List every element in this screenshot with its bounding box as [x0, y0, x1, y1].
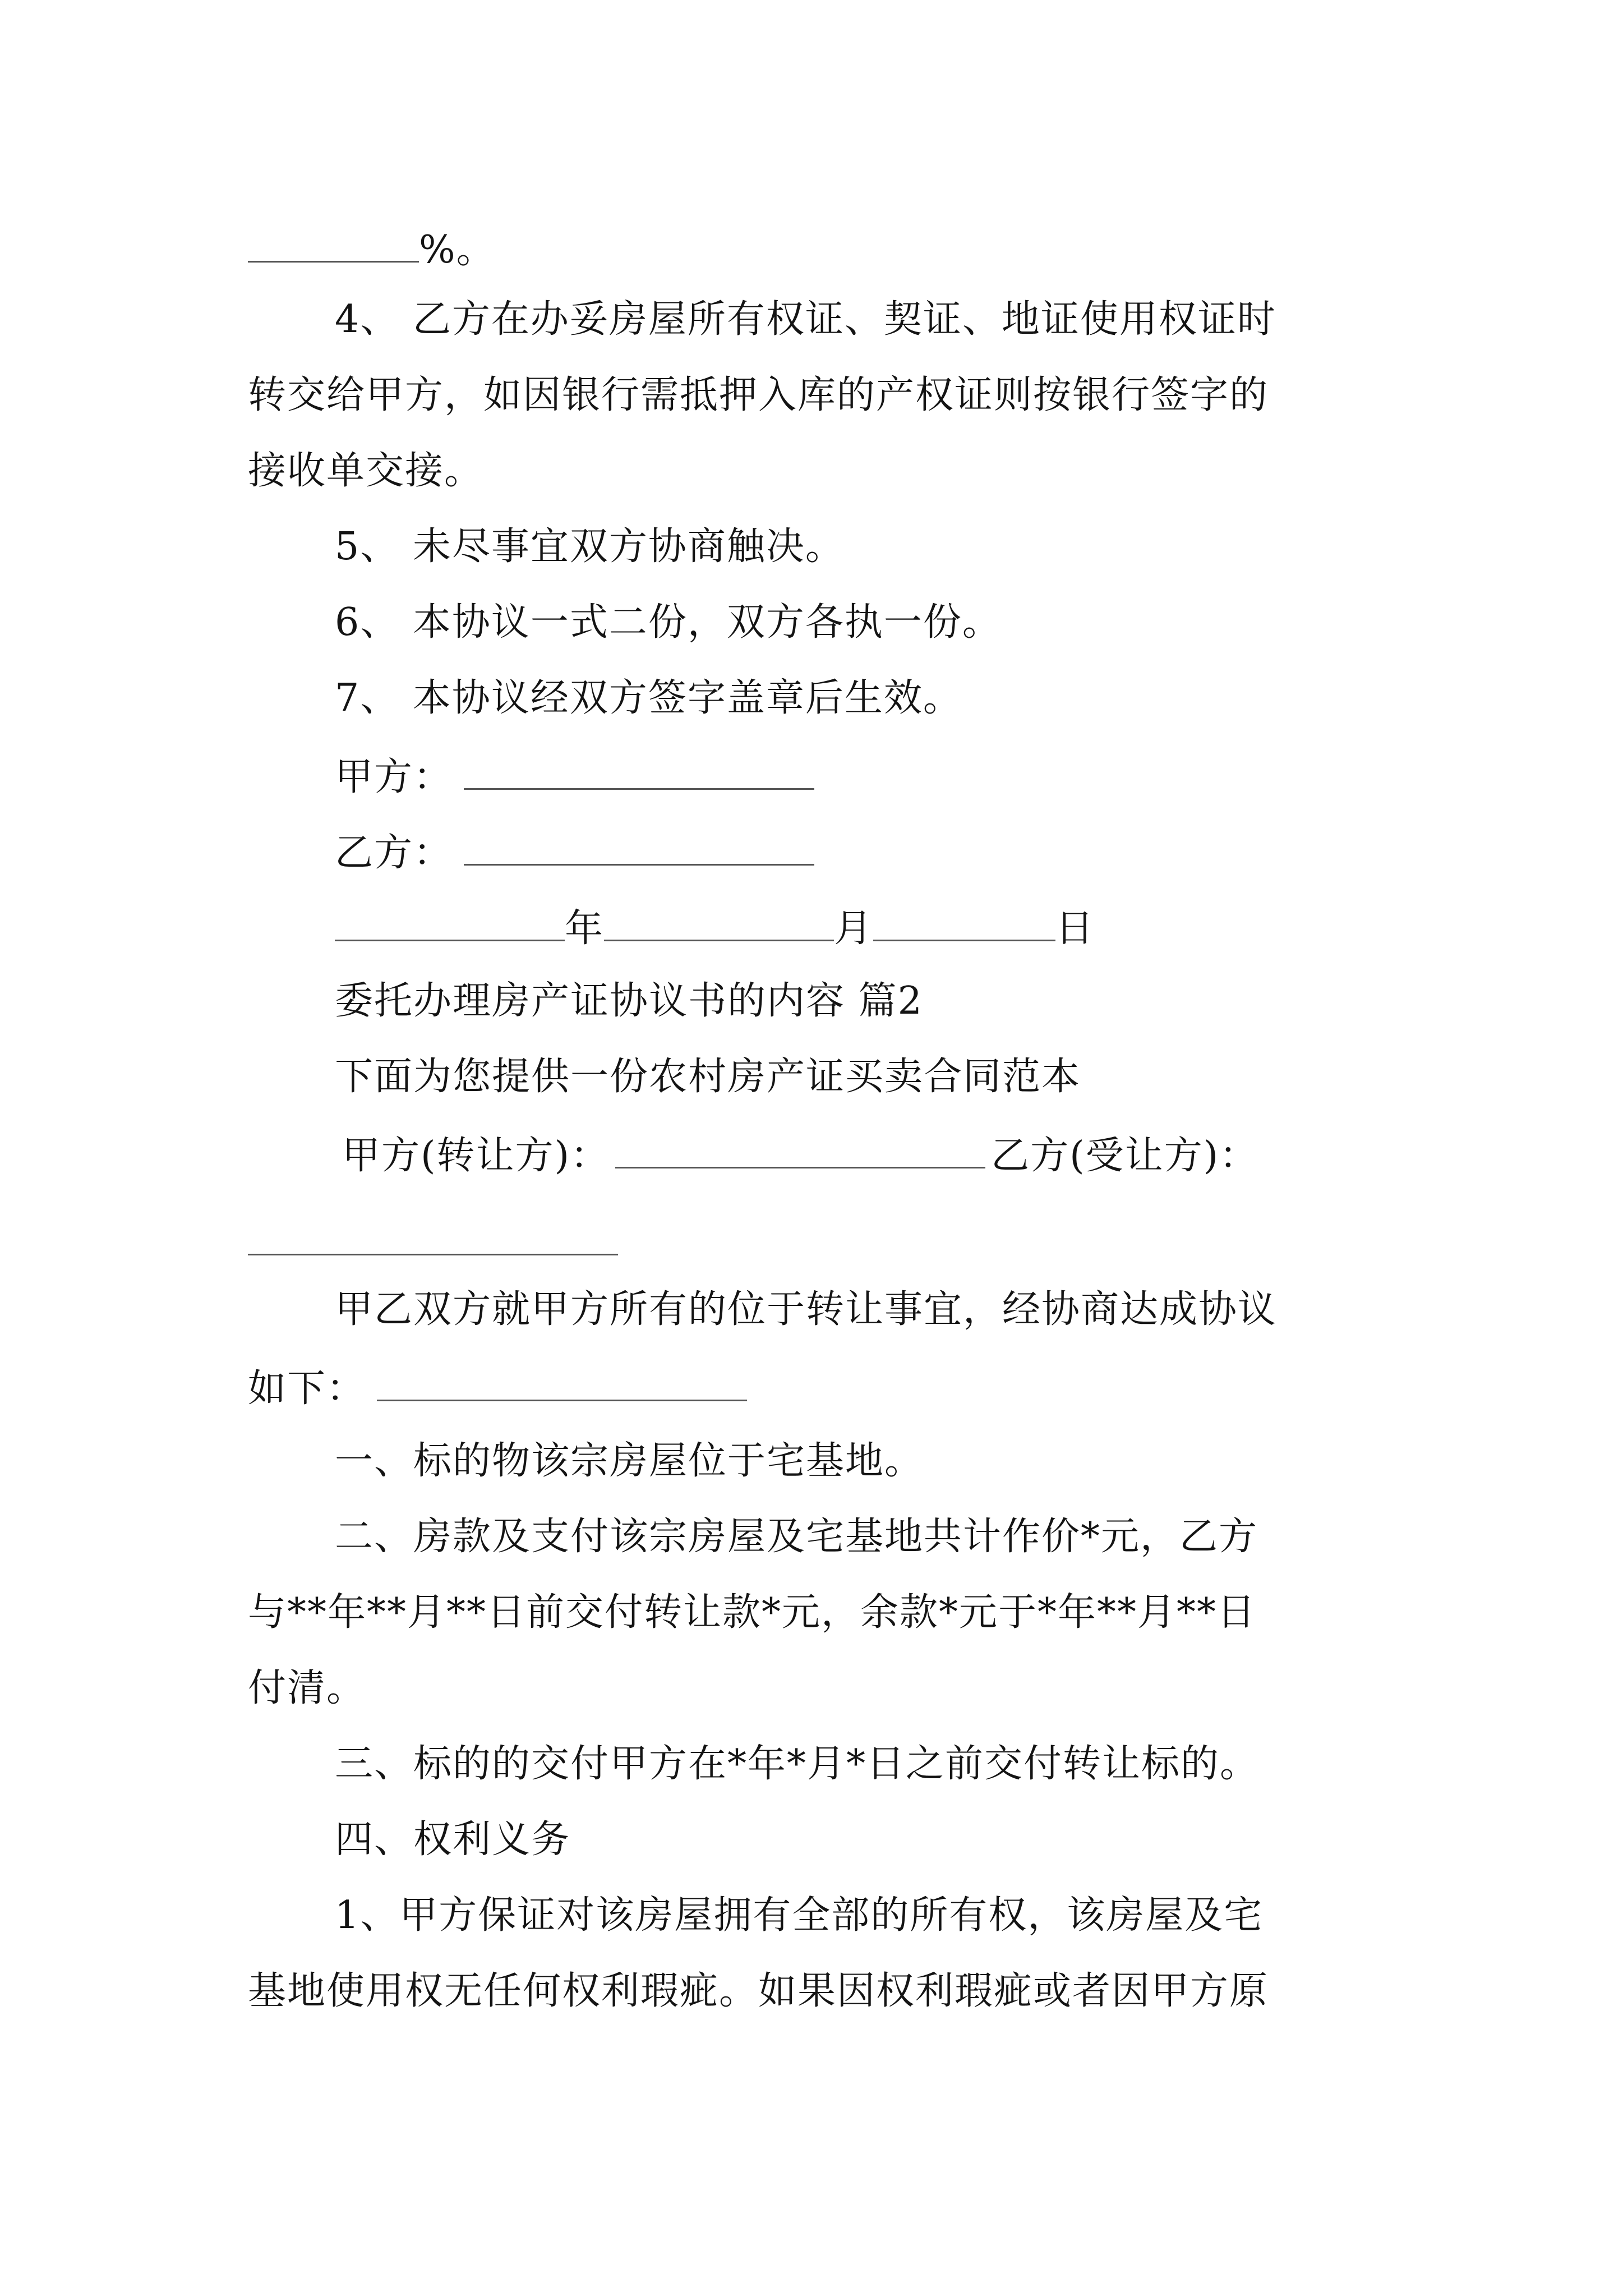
- year-blank: [335, 900, 565, 941]
- month-blank: [604, 900, 834, 941]
- parties-line: [342, 1128, 1258, 1181]
- percent-line: [248, 222, 496, 275]
- percent-text: %。: [419, 228, 496, 272]
- date-line: [335, 900, 1095, 954]
- article-3: 三、标的的交付甲方在*年*月*日之前交付转让标的。: [335, 1742, 1260, 1786]
- article-4-item-1-line-2: 基地使用权无任何权利瑕疵。如果因权利瑕疵或者因甲方原: [248, 1969, 1269, 2013]
- clause-4-line-3: 接收单交接。: [248, 449, 484, 493]
- agreement-blank: [377, 1360, 747, 1401]
- agreement-line-2: [248, 1360, 747, 1414]
- clause-7: 7、 本协议经双方签字盖章后生效。: [335, 676, 962, 720]
- day-blank: [873, 900, 1055, 941]
- article-2-line-2: 与**年**月**日前交付转让款*元，余款*元于*年**月**日: [248, 1590, 1257, 1635]
- month-label: 月: [834, 907, 874, 951]
- article-4-item-1-line-1: 1、甲方保证对该房屋拥有全部的所有权，该房屋及宅: [335, 1893, 1264, 1938]
- day-label: 日: [1055, 907, 1095, 951]
- clause-4-line-1: 4、 乙方在办妥房屋所有权证、契证、地证使用权证时: [335, 297, 1276, 342]
- section-title: 委托办理房产证协议书的内容 篇2: [335, 979, 923, 1023]
- agreement-label: 如下：: [248, 1366, 366, 1411]
- article-2-line-1: 二、房款及支付该宗房屋及宅基地共计作价*元，乙方: [335, 1515, 1258, 1559]
- clause-6: 6、 本协议一式二份，双方各执一份。: [335, 600, 1002, 645]
- transferor-label: 甲方(转让方)：: [342, 1134, 610, 1178]
- article-1: 一、标的物该宗房屋位于宅基地。: [335, 1439, 924, 1483]
- clause-5: 5、 未尽事宜双方协商触决。: [335, 524, 845, 569]
- transferee-label: 乙方(受让方)：: [991, 1134, 1259, 1178]
- transferee-blank: [248, 1254, 618, 1255]
- party-b-blank: [464, 825, 814, 866]
- party-b-label: 乙方：: [335, 831, 453, 875]
- year-label: 年: [565, 907, 605, 951]
- article-2-line-3: 付清。: [248, 1666, 366, 1710]
- agreement-line-1: 甲乙双方就甲方所有的位于转让事宜，经协商达成协议: [335, 1287, 1278, 1332]
- percent-blank: [248, 222, 419, 263]
- party-a-label: 甲方：: [335, 755, 453, 799]
- intro-line: 下面为您提供一份农村房产证买卖合同范本: [335, 1055, 1081, 1099]
- party-a-signature-line: [335, 749, 814, 803]
- party-a-blank: [464, 749, 814, 790]
- transferor-blank: [615, 1128, 985, 1168]
- clause-4-line-2: 转交给甲方，如因银行需抵押入库的产权证则按银行签字的: [248, 373, 1269, 417]
- party-b-signature-line: [335, 825, 814, 878]
- article-4-heading: 四、权利义务: [335, 1818, 571, 1862]
